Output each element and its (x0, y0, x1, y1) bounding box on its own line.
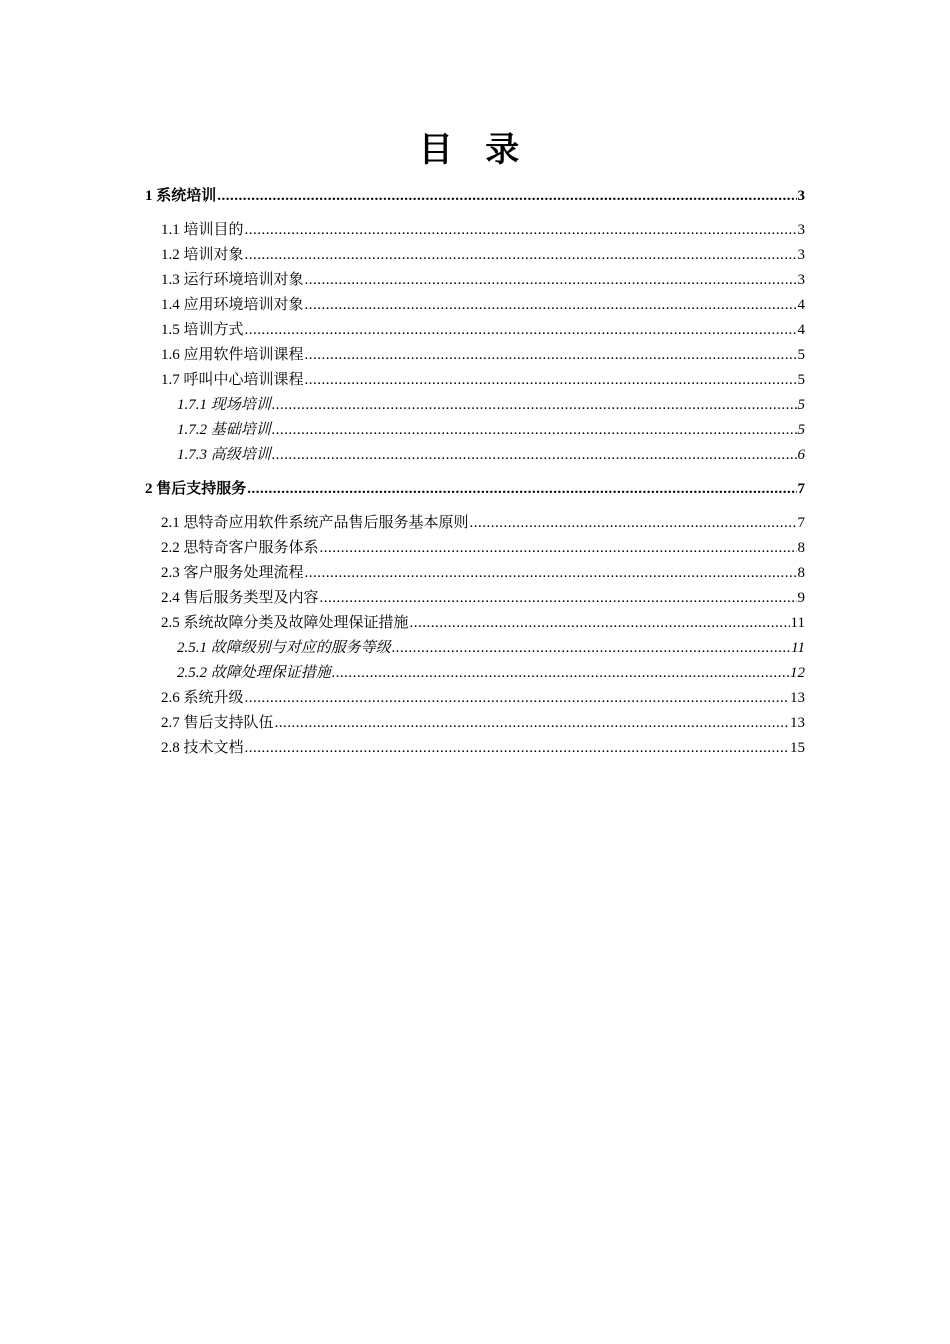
toc-page-number: 13 (790, 715, 805, 731)
toc-page-number: 3 (797, 247, 805, 263)
toc-page-number: 7 (797, 515, 805, 531)
toc-entry-level-3[interactable] (145, 418, 805, 443)
toc-entry-level-2[interactable] (145, 511, 805, 536)
toc-entry-level-2[interactable] (145, 686, 805, 711)
toc-dot-leader (272, 418, 797, 443)
toc-entry-title: 1.3 运行环境培训对象 (161, 272, 304, 288)
toc-dot-leader (245, 218, 797, 243)
toc-dot-leader (305, 268, 797, 293)
toc-page-number: 11 (791, 640, 805, 656)
toc-page-number: 6 (797, 447, 805, 463)
toc-entry-title: 2.5.2 故障处理保证措施 (177, 665, 331, 681)
toc-entry-title: 2 售后支持服务 (145, 481, 247, 497)
toc-page-number: 9 (797, 590, 805, 606)
toc-page-number: 5 (797, 347, 805, 363)
toc-dot-leader (305, 368, 797, 393)
toc-dot-leader (332, 661, 789, 686)
toc-dot-leader (245, 736, 789, 761)
toc-entry-level-3[interactable] (145, 636, 805, 661)
toc-entry-level-2[interactable] (145, 368, 805, 393)
toc-dot-leader (470, 511, 797, 536)
toc-dot-leader (305, 561, 797, 586)
toc-dot-leader (217, 184, 796, 209)
toc-page-number: 3 (797, 188, 805, 204)
toc-page-number: 5 (797, 372, 805, 388)
toc-entry-level-2[interactable] (145, 218, 805, 243)
toc-entry-title: 2.5 系统故障分类及故障处理保证措施 (161, 615, 409, 631)
toc-page-number: 4 (797, 297, 805, 313)
toc-dot-leader (247, 477, 796, 502)
toc-entry-level-2[interactable] (145, 711, 805, 736)
toc-entry-title: 2.2 思特奇客户服务体系 (161, 540, 319, 556)
toc-page-number: 3 (797, 272, 805, 288)
toc-dot-leader (272, 443, 797, 468)
toc-entry-title: 1.7.1 现场培训 (177, 397, 271, 413)
toc-entry-level-3[interactable] (145, 393, 805, 418)
toc-entry-title: 2.7 售后支持队伍 (161, 715, 274, 731)
toc-entry-title: 1.6 应用软件培训课程 (161, 347, 304, 363)
toc-entry-level-2[interactable] (145, 243, 805, 268)
toc-entry-title: 2.8 技术文档 (161, 740, 244, 756)
toc-entry-title: 2.1 思特奇应用软件系统产品售后服务基本原则 (161, 515, 469, 531)
toc-dot-leader (245, 243, 797, 268)
toc-entry-title: 1.1 培训目的 (161, 222, 244, 238)
toc-page-number: 5 (797, 422, 805, 438)
toc-entry-title: 1.7.3 高级培训 (177, 447, 271, 463)
toc-entry-level-3[interactable] (145, 443, 805, 468)
table-of-contents (145, 184, 805, 761)
toc-page-number: 7 (797, 481, 805, 497)
toc-entry-title: 1 系统培训 (145, 188, 217, 204)
toc-page-number: 8 (797, 565, 805, 581)
toc-page-number: 13 (790, 690, 805, 706)
toc-dot-leader (245, 686, 789, 711)
page-title: 目 录 (418, 132, 532, 169)
toc-page-number: 3 (797, 222, 805, 238)
toc-entry-title: 1.2 培训对象 (161, 247, 244, 263)
toc-dot-leader (275, 711, 789, 736)
toc-entry-level-2[interactable] (145, 318, 805, 343)
toc-entry-level-2[interactable] (145, 343, 805, 368)
toc-page-number: 5 (797, 397, 805, 413)
toc-dot-leader (272, 393, 797, 418)
toc-entry-level-1[interactable] (145, 184, 805, 209)
toc-entry-level-2[interactable] (145, 293, 805, 318)
toc-entry-level-2[interactable] (145, 736, 805, 761)
toc-entry-title: 1.5 培训方式 (161, 322, 244, 338)
toc-page-number: 4 (797, 322, 805, 338)
toc-entry-level-1[interactable] (145, 477, 805, 502)
toc-page-number: 15 (790, 740, 805, 756)
toc-entry-title: 1.7.2 基础培训 (177, 422, 271, 438)
toc-entry-title: 2.3 客户服务处理流程 (161, 565, 304, 581)
toc-entry-level-3[interactable] (145, 661, 805, 686)
toc-page-number: 11 (790, 615, 805, 631)
toc-entry-title: 2.5.1 故障级别与对应的服务等级 (177, 640, 391, 656)
toc-page-number: 8 (797, 540, 805, 556)
toc-entry-level-2[interactable] (145, 561, 805, 586)
toc-dot-leader (245, 318, 797, 343)
toc-dot-leader (320, 586, 797, 611)
toc-entry-title: 1.4 应用环境培训对象 (161, 297, 304, 313)
toc-dot-leader (305, 293, 797, 318)
toc-entry-level-2[interactable] (145, 611, 805, 636)
toc-page-number: 12 (790, 665, 805, 681)
toc-entry-level-2[interactable] (145, 268, 805, 293)
toc-dot-leader (410, 611, 790, 636)
toc-dot-leader (320, 536, 797, 561)
toc-entry-level-2[interactable] (145, 536, 805, 561)
toc-entry-title: 2.6 系统升级 (161, 690, 244, 706)
toc-entry-level-2[interactable] (145, 586, 805, 611)
toc-entry-title: 2.4 售后服务类型及内容 (161, 590, 319, 606)
toc-entry-title: 1.7 呼叫中心培训课程 (161, 372, 304, 388)
toc-dot-leader (305, 343, 797, 368)
toc-dot-leader (392, 636, 790, 661)
